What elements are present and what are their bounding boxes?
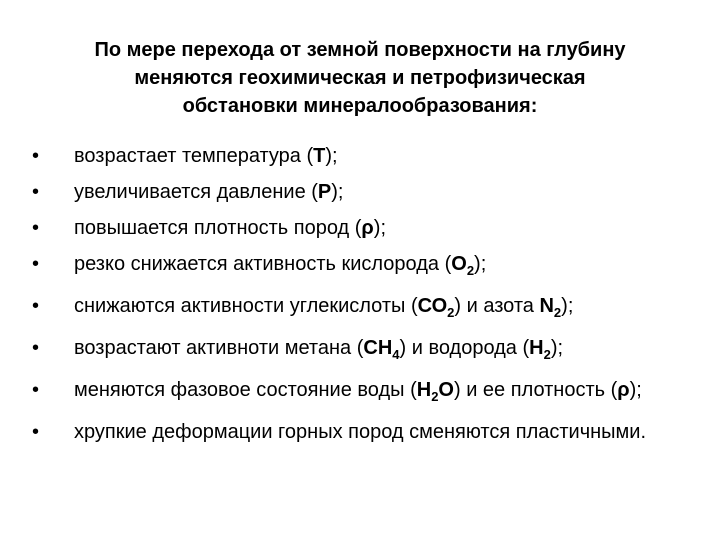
bullet-dot-icon: • <box>32 181 40 203</box>
formula-symbol: Р <box>317 181 332 203</box>
bullet-text: меняются фазовое состояние воды ( <box>74 379 417 401</box>
title-line: меняются геохимическая и петрофизическая <box>134 67 586 89</box>
formula-symbol: N <box>539 295 554 317</box>
bullet-text: ); <box>325 145 338 167</box>
bullet-dot-icon: • <box>32 253 40 275</box>
bullet-text: возрастают активноти метана ( <box>74 337 364 359</box>
formula-subscript: 2 <box>553 305 562 320</box>
bullet-text: ) и ее плотность ( <box>453 379 618 401</box>
formula-symbol: СО <box>417 295 448 317</box>
bullet-text: ) и азота <box>454 295 540 317</box>
formula-symbol: Н <box>416 379 432 401</box>
formula-subscript: 2 <box>466 263 475 278</box>
bullet-text: повышается плотность пород ( <box>74 217 362 239</box>
bullet-text: резко снижается активность кислорода ( <box>74 253 452 275</box>
bullet-item <box>32 293 692 326</box>
formula-symbol: ρ <box>617 379 630 401</box>
bullet-item <box>32 251 692 284</box>
formula-symbol: Н <box>529 337 544 359</box>
formula-subscript: 2 <box>447 305 455 320</box>
bullet-dot-icon: • <box>32 421 40 443</box>
bullet-dot-icon: • <box>32 295 40 317</box>
formula-symbol: О <box>438 379 454 401</box>
bullet-text: ); <box>474 253 487 275</box>
title-line: обстановки минералообразования: <box>182 95 538 117</box>
bullet-item <box>32 143 692 170</box>
bullet-text: ); <box>550 337 564 359</box>
bullet-dot-icon: • <box>32 145 40 167</box>
formula-symbol: ρ <box>361 217 374 239</box>
bullet-item <box>32 179 692 206</box>
bullet-dot-icon: • <box>32 337 40 359</box>
slide-title <box>30 36 690 120</box>
bullet-text: возрастает температура ( <box>74 145 314 167</box>
formula-subscript: 4 <box>392 347 400 362</box>
bullet-text: ); <box>629 379 642 401</box>
bullet-text: увеличивается давление ( <box>74 181 318 203</box>
bullet-item <box>32 215 692 242</box>
bullet-text: снижаются активности углекислоты ( <box>74 295 418 317</box>
bullet-text: хрупкие деформации горных пород сменяются пластичными. <box>74 421 647 443</box>
bullet-list <box>32 143 692 455</box>
formula-symbol: О <box>451 253 467 275</box>
bullet-dot-icon: • <box>32 217 40 239</box>
bullet-dot-icon: • <box>32 379 40 401</box>
formula-subscript: 2 <box>431 389 439 404</box>
bullet-text: ) и водорода ( <box>399 337 530 359</box>
bullet-item <box>32 419 692 446</box>
formula-symbol: СН <box>363 337 393 359</box>
formula-symbol: Т <box>313 145 326 167</box>
bullet-item <box>32 377 692 410</box>
bullet-text: ); <box>331 181 344 203</box>
formula-subscript: 2 <box>543 347 551 362</box>
bullet-item <box>32 335 692 368</box>
title-line: По мере перехода от земной поверхности на глубину <box>94 39 626 61</box>
bullet-text: ); <box>373 217 387 239</box>
bullet-text: ); <box>561 295 574 317</box>
